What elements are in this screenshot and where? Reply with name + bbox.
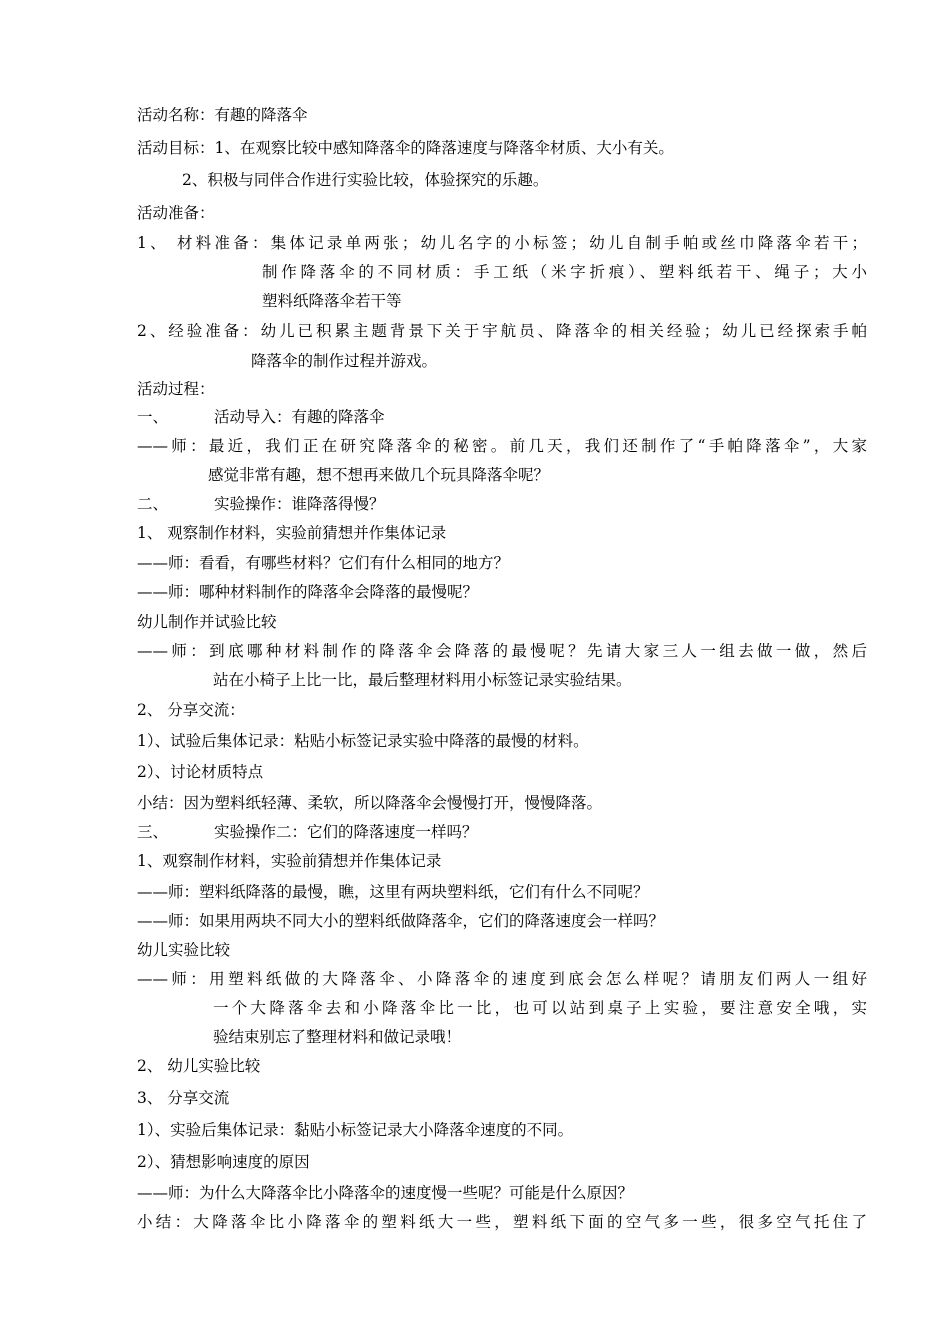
child-activity-line: 幼儿制作并试验比较 [137,613,277,631]
material-prep-line: 1、 材料准备：集体记录单两张；幼儿名字的小标签；幼儿自制手帕或丝巾降落伞若干； [137,234,867,252]
material-prep-line-2: 制作降落伞的不同材质：手工纸（米字折痕）、塑料纸若干、绳子；大小 [262,263,867,281]
teacher-line-cont: 站在小椅子上比一比，最后整理材料用小标签记录实验结果。 [213,671,632,689]
section-2-number: 二、 [137,495,169,513]
section-3-number: 三、 [137,823,169,841]
teacher-line: ——师：用塑料纸做的大降落伞、小降落伞的速度到底会怎么样呢？请朋友们两人一组好 [137,970,867,988]
section-1-heading [137,407,385,427]
teacher-line-cont: 一个大降落伞去和小降落伞比一比，也可以站到桌子上实验，要注意安全哦，实 [213,999,867,1017]
section-1-title: 活动导入：有趣的降落伞 [214,408,385,426]
child-activity-line: 幼儿实验比较 [137,941,231,959]
teacher-line-cont: 验结束别忘了整理材料和做记录哦！ [213,1028,462,1046]
substep-line: 1）、试验后集体记录：粘贴小标签记录实验中降落的最慢的材料。 [137,732,589,750]
activity-prep-heading: 活动准备： [137,204,215,222]
experience-prep-line-2: 降落伞的制作过程并游戏。 [251,352,438,370]
substep-line: 1）、实验后集体记录：黏贴小标签记录大小降落伞速度的不同。 [137,1121,574,1139]
activity-name-line: 活动名称：有趣的降落伞 [137,106,308,124]
step-line: 2、 幼儿实验比较 [137,1057,261,1075]
teacher-line: ——师：如果用两块不同大小的塑料纸做降落伞，它们的降落速度会一样吗？ [137,912,665,930]
step-line: 1、 观察制作材料，实验前猜想并作集体记录 [137,524,447,542]
section-3-title: 实验操作二：它们的降落速度一样吗？ [214,823,478,841]
substep-line: 2）、讨论材质特点 [137,763,264,781]
summary-line: 小结：大降落伞比小降落伞的塑料纸大一些，塑料纸下面的空气多一些，很多空气托住了 [137,1213,867,1231]
step-line: 2、 分享交流： [137,701,245,719]
teacher-line: ——师：到底哪种材料制作的降落伞会降落的最慢呢？先请大家三人一组去做一做，然后 [137,642,867,660]
teacher-line-cont: 感觉非常有趣，想不想再来做几个玩具降落伞呢？ [208,466,550,484]
teacher-line: ——师：塑料纸降落的最慢，瞧，这里有两块塑料纸，它们有什么不同呢？ [137,883,649,901]
teacher-line: ——师：看看，有哪些材料？它们有什么相同的地方？ [137,554,510,572]
section-2-heading [137,494,385,514]
teacher-line: ——师：为什么大降落伞比小降落伞的速度慢一些呢？可能是什么原因？ [137,1184,634,1202]
activity-goal-line: 活动目标：1、在观察比较中感知降落伞的降落速度与降落伞材质、大小有关。 [137,139,674,157]
summary-line: 小结：因为塑料纸轻薄、柔软，所以降落伞会慢慢打开，慢慢降落。 [137,794,603,812]
step-line: 1、观察制作材料，实验前猜想并作集体记录 [137,852,442,870]
activity-goal-2-line: 2、积极与同伴合作进行实验比较，体验探究的乐趣。 [182,171,549,189]
activity-process-heading: 活动过程： [137,380,215,398]
teacher-line: ——师：最近，我们正在研究降落伞的秘密。前几天，我们还制作了“手帕降落伞”，大家 [137,437,867,455]
material-prep-line-3: 塑料纸降落伞若干等 [262,292,402,310]
step-line: 3、 分享交流 [137,1089,230,1107]
section-1-number: 一、 [137,408,169,426]
section-3-heading [137,822,478,842]
experience-prep-line: 2、经验准备：幼儿已积累主题背景下关于宇航员、降落伞的相关经验；幼儿已经探索手帕 [137,322,867,340]
teacher-line: ——师：哪种材料制作的降落伞会降落的最慢呢？ [137,583,479,601]
substep-line: 2）、猜想影响速度的原因 [137,1153,310,1171]
section-2-title: 实验操作：谁降落得慢？ [214,495,385,513]
